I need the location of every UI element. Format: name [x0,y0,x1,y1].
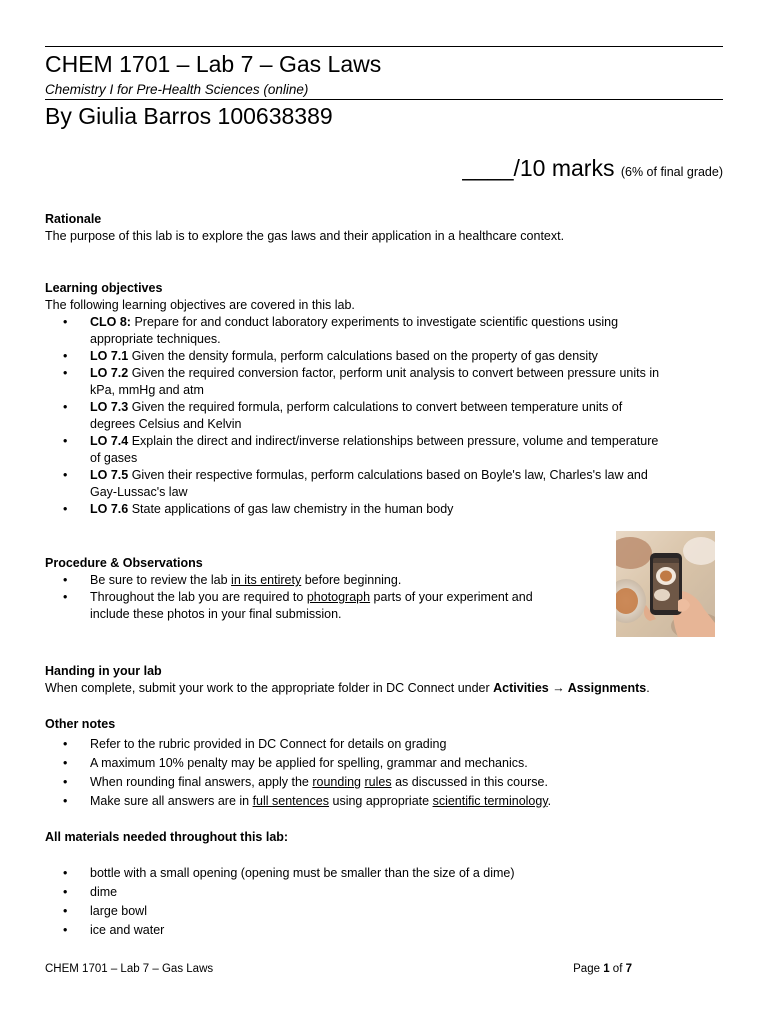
material-item [45,883,725,902]
bullet-dot: • [63,904,68,918]
objective-item [45,433,725,467]
bullet-dot: • [63,866,68,880]
materials-list [45,864,725,940]
other-notes-list [45,735,725,811]
author-line: By Giulia Barros 100638389 [45,103,333,129]
material-item [45,864,725,883]
objective-text: Given the density formula, perform calculations based on the property of gas density [128,349,598,363]
page-of-label: of [609,963,626,975]
objective-code: LO 7.2 [90,366,129,380]
objective-code: LO 7.3 [90,400,129,414]
procedure-text: parts of your experiment and [370,590,533,604]
full-sentences-emphasis: full sentences [252,794,330,808]
bullet-dot: • [63,502,68,516]
note-text: as discussed in this course. [391,775,548,789]
note-text: When rounding final answers, apply the [90,775,313,789]
material-text: large bowl [90,904,147,918]
bullet-dot: • [63,400,68,414]
objective-code: LO 7.5 [90,468,129,482]
marks-line [462,154,723,186]
top-rule [45,46,723,47]
handing-in-text [45,680,725,697]
bullet-dot: • [63,315,68,329]
bullet-dot: • [63,590,68,604]
current-page: 1 [603,963,610,975]
total-pages: 7 [625,963,632,975]
procedure-text: before beginning. [301,573,402,587]
material-item [45,902,725,921]
procedure-item [45,572,605,589]
page-label: Page [573,963,604,975]
objective-text: Given the required conversion factor, perform unit analysis to convert between pressure units in [128,366,660,380]
handing-in-text-start: When complete, submit your work to the appropriate folder in DC Connect under [45,681,494,695]
note-text: Make sure all answers are in [90,794,253,808]
bullet-dot: • [63,468,68,482]
procedure-list [45,572,605,623]
entirety-emphasis: in its entirety [231,573,302,587]
material-text: dime [90,885,118,899]
objectives-list [45,314,725,518]
procedure-text: Be sure to review the lab [90,573,232,587]
scientific-terminology-emphasis: scientific terminology [432,794,548,808]
objective-code: LO 7.1 [90,349,129,363]
objective-text-cont: of gases [90,451,138,465]
objective-text-cont: kPa, mmHg and atm [90,383,204,397]
activities-assignments-path: Activities → Assignments [493,681,647,695]
note-text: Refer to the rubric provided in DC Connect for details on grading [90,737,447,751]
note-text: . [547,794,552,808]
handing-in-heading: Handing in your lab [45,664,162,678]
other-notes-heading: Other notes [45,717,116,731]
objective-item [45,365,725,399]
note-item [45,735,725,754]
objectives-section [45,280,725,518]
course-subtitle: Chemistry I for Pre-Health Sciences (online) [45,82,309,97]
bullet-dot: • [63,737,68,751]
objective-text-cont: Gay-Lussac's law [90,485,188,499]
handing-in-text-end: . [646,681,650,695]
document-title: CHEM 1701 – Lab 7 – Gas Laws [45,51,382,77]
procedure-heading: Procedure & Observations [45,556,203,570]
objective-item [45,399,725,433]
subtitle-rule [45,99,723,100]
footer-page-number [573,962,632,977]
phone-photo-image [616,531,715,637]
material-text: ice and water [90,923,165,937]
bullet-dot: • [63,885,68,899]
objective-text: Explain the direct and indirect/inverse relationships between pressure, volume and temperature [128,434,659,448]
objective-item [45,467,725,501]
bullet-dot: • [63,756,68,770]
bullet-dot: • [63,923,68,937]
bullet-dot: • [63,573,68,587]
objective-text-cont: degrees Celsius and Kelvin [90,417,242,431]
rationale-heading: Rationale [45,212,102,226]
rounding-emphasis: rounding [312,775,362,789]
objective-code: CLO 8: [90,315,131,329]
note-text: using appropriate [329,794,433,808]
procedure-text: Throughout the lab you are required to [90,590,307,604]
note-item [45,773,725,792]
procedure-section [45,555,605,623]
objective-text: Given their respective formulas, perform calculations based on Boyle's law, Charles's law and [128,468,648,482]
materials-heading: All materials needed throughout this lab: [45,830,289,844]
bullet-dot: • [63,794,68,808]
marks-blank: ____/10 marks [462,155,615,181]
objective-text-cont: appropriate techniques. [90,332,221,346]
objective-text: Prepare for and conduct laboratory experiments to investigate scientific questions using [130,315,619,329]
other-notes-section [45,716,725,811]
objective-item [45,348,725,365]
bullet-dot: • [63,366,68,380]
rules-emphasis: rules [364,775,392,789]
objective-item [45,501,725,518]
photograph-emphasis: photograph [306,590,371,604]
objective-item [45,314,725,348]
procedure-text-cont: include these photos in your final submission. [90,607,342,621]
material-text: bottle with a small opening (opening must be smaller than the size of a dime) [90,866,515,880]
objectives-intro: The following learning objectives are covered in this lab. [45,298,355,312]
rationale-text: The purpose of this lab is to explore the gas laws and their application in a healthcare context. [45,229,565,243]
footer-course: CHEM 1701 – Lab 7 – Gas Laws [45,963,214,975]
bullet-dot: • [63,434,68,448]
rationale-section [45,211,725,245]
objective-text: Given the required formula, perform calculations to convert between temperature units of [128,400,623,414]
objective-code: LO 7.4 [90,434,129,448]
procedure-item [45,589,605,623]
material-item [45,921,725,940]
note-item [45,754,725,773]
handing-in-section [45,663,725,697]
bullet-dot: • [63,349,68,363]
objective-text: State applications of gas law chemistry in the human body [128,502,454,516]
bullet-dot: • [63,775,68,789]
note-item [45,792,725,811]
objectives-heading: Learning objectives [45,281,163,295]
note-text: A maximum 10% penalty may be applied for spelling, grammar and mechanics. [90,756,528,770]
marks-note: (6% of final grade) [620,165,723,179]
materials-section [45,829,725,940]
objective-code: LO 7.6 [90,502,129,516]
